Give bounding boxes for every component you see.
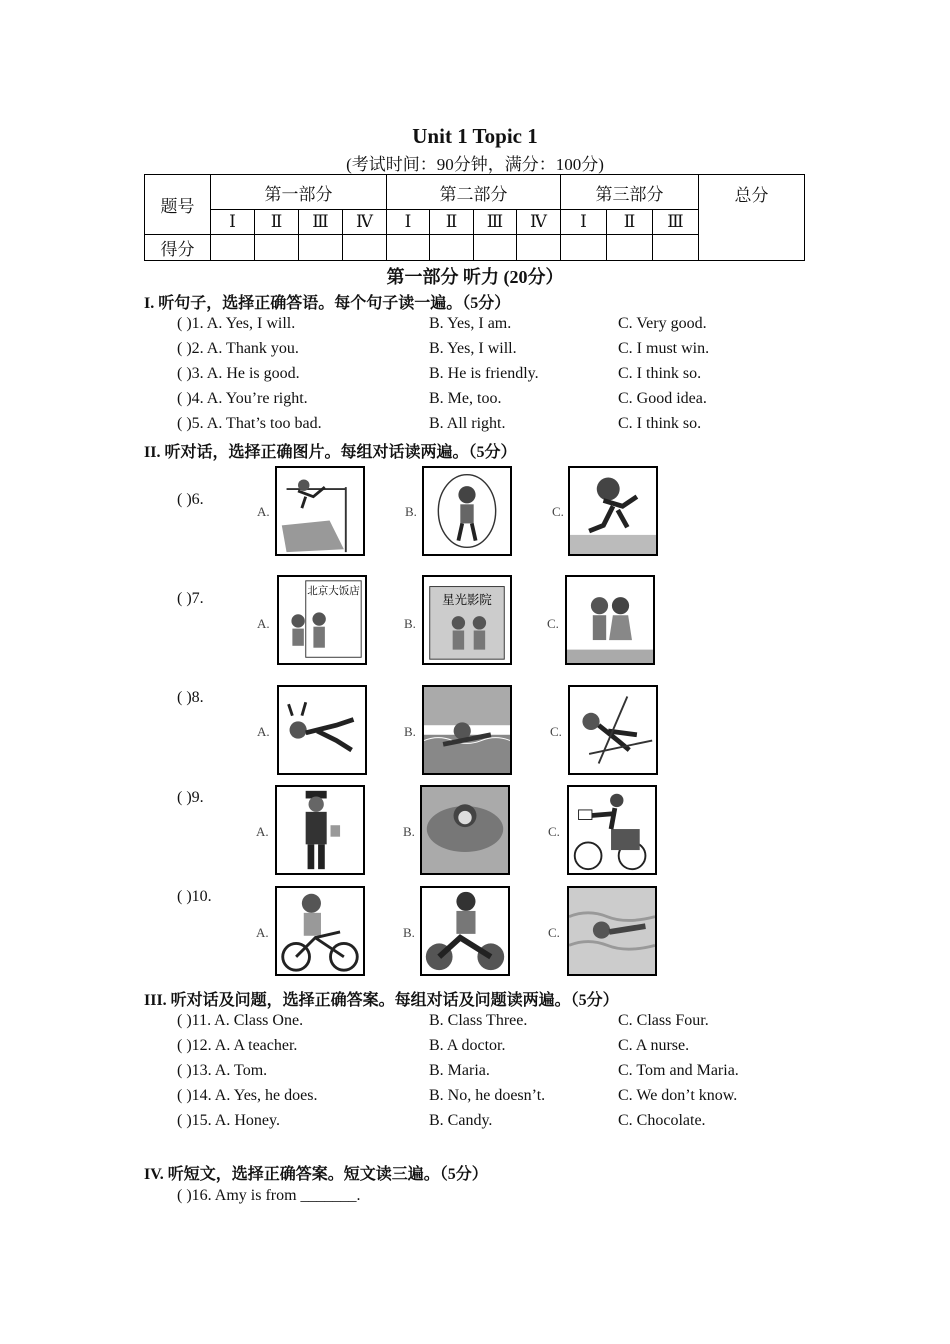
q7-picture-a[interactable]	[277, 575, 367, 665]
q7-option-a[interactable]: A.	[257, 616, 270, 631]
q8-option-a[interactable]: A.	[257, 724, 270, 739]
q11-c[interactable]: C. Class Four.	[618, 1012, 709, 1029]
col-p3-1: Ⅰ	[561, 210, 607, 235]
q7-option-b[interactable]: B.	[404, 616, 416, 631]
score-cell[interactable]	[343, 235, 387, 261]
col-p3-2: Ⅱ	[607, 210, 653, 235]
q6-picture-c[interactable]	[568, 466, 658, 556]
q6-picture-b[interactable]	[422, 466, 512, 556]
q6-number[interactable]: ( )6.	[177, 491, 204, 508]
q10-picture-a[interactable]	[275, 886, 365, 976]
col-p1-1: Ⅰ	[211, 210, 255, 235]
q7-picture-b[interactable]	[422, 575, 512, 665]
q11-b[interactable]: B. Class Three.	[429, 1012, 528, 1029]
q4-c[interactable]: C. Good idea.	[618, 390, 707, 407]
score-cell[interactable]	[255, 235, 299, 261]
q3-c[interactable]: C. I think so.	[618, 365, 702, 382]
q8-picture-b[interactable]	[422, 685, 512, 775]
score-cell[interactable]	[474, 235, 517, 261]
q7-option-c[interactable]: C.	[547, 616, 559, 631]
q10-number[interactable]: ( )10.	[177, 888, 212, 905]
q6-picture-a[interactable]	[275, 466, 365, 556]
col-p2-3: Ⅲ	[474, 210, 517, 235]
q10-picture-c[interactable]	[567, 886, 657, 976]
q13-b[interactable]: B. Maria.	[429, 1062, 490, 1079]
q9-option-a[interactable]: A.	[256, 824, 269, 839]
q3-b[interactable]: B. He is friendly.	[429, 365, 539, 382]
score-cell[interactable]	[430, 235, 474, 261]
q9-option-c[interactable]: C.	[548, 824, 560, 839]
q7-picture-c[interactable]	[565, 575, 655, 665]
q2-b[interactable]: B. Yes, I will.	[429, 340, 517, 357]
q10-option-c[interactable]: C.	[548, 925, 560, 940]
q15-c[interactable]: C. Chocolate.	[618, 1112, 706, 1129]
q9-option-b[interactable]: B.	[403, 824, 415, 839]
q15-b[interactable]: B. Candy.	[429, 1112, 493, 1129]
q5-c[interactable]: C. I think so.	[618, 415, 702, 432]
q9-number[interactable]: ( )9.	[177, 789, 204, 806]
score-cell[interactable]	[387, 235, 430, 261]
q8-number[interactable]: ( )8.	[177, 689, 204, 706]
q3-a[interactable]: ( )3. A. He is good.	[177, 365, 300, 382]
col-p2-1: Ⅰ	[387, 210, 430, 235]
row-label-number: 题号	[145, 175, 211, 235]
q6-option-c[interactable]: C.	[552, 504, 564, 519]
q1-c[interactable]: C. Very good.	[618, 315, 707, 332]
q2-a[interactable]: ( )2. A. Thank you.	[177, 340, 299, 357]
q12-b[interactable]: B. A doctor.	[429, 1037, 506, 1054]
col-p2-2: Ⅱ	[430, 210, 474, 235]
score-cell[interactable]	[517, 235, 561, 261]
q10-option-a[interactable]: A.	[256, 925, 269, 940]
q4-a[interactable]: ( )4. A. You’re right.	[177, 390, 308, 407]
q1-b[interactable]: B. Yes, I am.	[429, 315, 512, 332]
header-total: 总分	[699, 175, 805, 261]
q2-c[interactable]: C. I must win.	[618, 340, 710, 357]
q5-a[interactable]: ( )5. A. That’s too bad.	[177, 415, 322, 432]
q12-a[interactable]: ( )12. A. A teacher.	[177, 1037, 298, 1054]
col-p3-3: Ⅲ	[653, 210, 699, 235]
q9-picture-b[interactable]	[420, 785, 510, 875]
header-part2: 第二部分	[387, 175, 561, 210]
q14-a[interactable]: ( )14. A. Yes, he does.	[177, 1087, 318, 1104]
score-table	[144, 174, 805, 261]
col-p2-4: Ⅳ	[517, 210, 561, 235]
section-1-heading: I. 听句子，选择正确答语。每个句子读一遍。（5分）	[144, 295, 511, 312]
header-part1: 第一部分	[211, 175, 387, 210]
q7-sign-a: 北京大饭店	[307, 585, 360, 598]
q15-a[interactable]: ( )15. A. Honey.	[177, 1112, 280, 1129]
q8-picture-a[interactable]	[277, 685, 367, 775]
q6-option-b[interactable]: B.	[405, 504, 417, 519]
exam-info: (考试时间：90分钟，满分：100分)	[346, 155, 604, 174]
part-one-title: 第一部分 听力 (20分）	[386, 267, 564, 287]
col-p1-3: Ⅲ	[299, 210, 343, 235]
section-2-heading: II. 听对话，选择正确图片。每组对话读两遍。（5分）	[144, 444, 517, 461]
score-cell[interactable]	[299, 235, 343, 261]
q10-option-b[interactable]: B.	[403, 925, 415, 940]
q7-number[interactable]: ( )7.	[177, 590, 204, 607]
q4-b[interactable]: B. Me, too.	[429, 390, 502, 407]
col-p1-4: Ⅳ	[343, 210, 387, 235]
page-title: Unit 1 Topic 1	[412, 124, 538, 148]
q9-picture-a[interactable]	[275, 785, 365, 875]
q8-option-b[interactable]: B.	[404, 724, 416, 739]
q1-a[interactable]: ( )1. A. Yes, I will.	[177, 315, 296, 332]
q12-c[interactable]: C. A nurse.	[618, 1037, 690, 1054]
q13-c[interactable]: C. Tom and Maria.	[618, 1062, 739, 1079]
score-cell[interactable]	[653, 235, 699, 261]
section-4-heading: IV. 听短文，选择正确答案。短文读三遍。（5分）	[144, 1166, 488, 1183]
q6-option-a[interactable]: A.	[257, 504, 270, 519]
q10-picture-b[interactable]	[420, 886, 510, 976]
score-cell[interactable]	[561, 235, 607, 261]
q8-option-c[interactable]: C.	[550, 724, 562, 739]
score-cell[interactable]	[607, 235, 653, 261]
score-cell[interactable]	[211, 235, 255, 261]
q14-b[interactable]: B. No, he doesn’t.	[429, 1087, 546, 1104]
header-part3: 第三部分	[561, 175, 699, 210]
row-label-score: 得分	[145, 235, 211, 261]
col-p1-2: Ⅱ	[255, 210, 299, 235]
q7-sign-b: 星光影院	[442, 591, 492, 607]
q11-a[interactable]: ( )11. A. Class One.	[177, 1012, 304, 1029]
q14-c[interactable]: C. We don’t know.	[618, 1087, 738, 1104]
q16-a[interactable]: ( )16. Amy is from _______.	[177, 1187, 361, 1204]
q8-picture-c[interactable]	[568, 685, 658, 775]
q5-b[interactable]: B. All right.	[429, 415, 506, 432]
section-3-heading: III. 听对话及问题，选择正确答案。每组对话及问题读两遍。（5分）	[144, 992, 619, 1009]
q13-a[interactable]: ( )13. A. Tom.	[177, 1062, 268, 1079]
q9-picture-c[interactable]	[567, 785, 657, 875]
